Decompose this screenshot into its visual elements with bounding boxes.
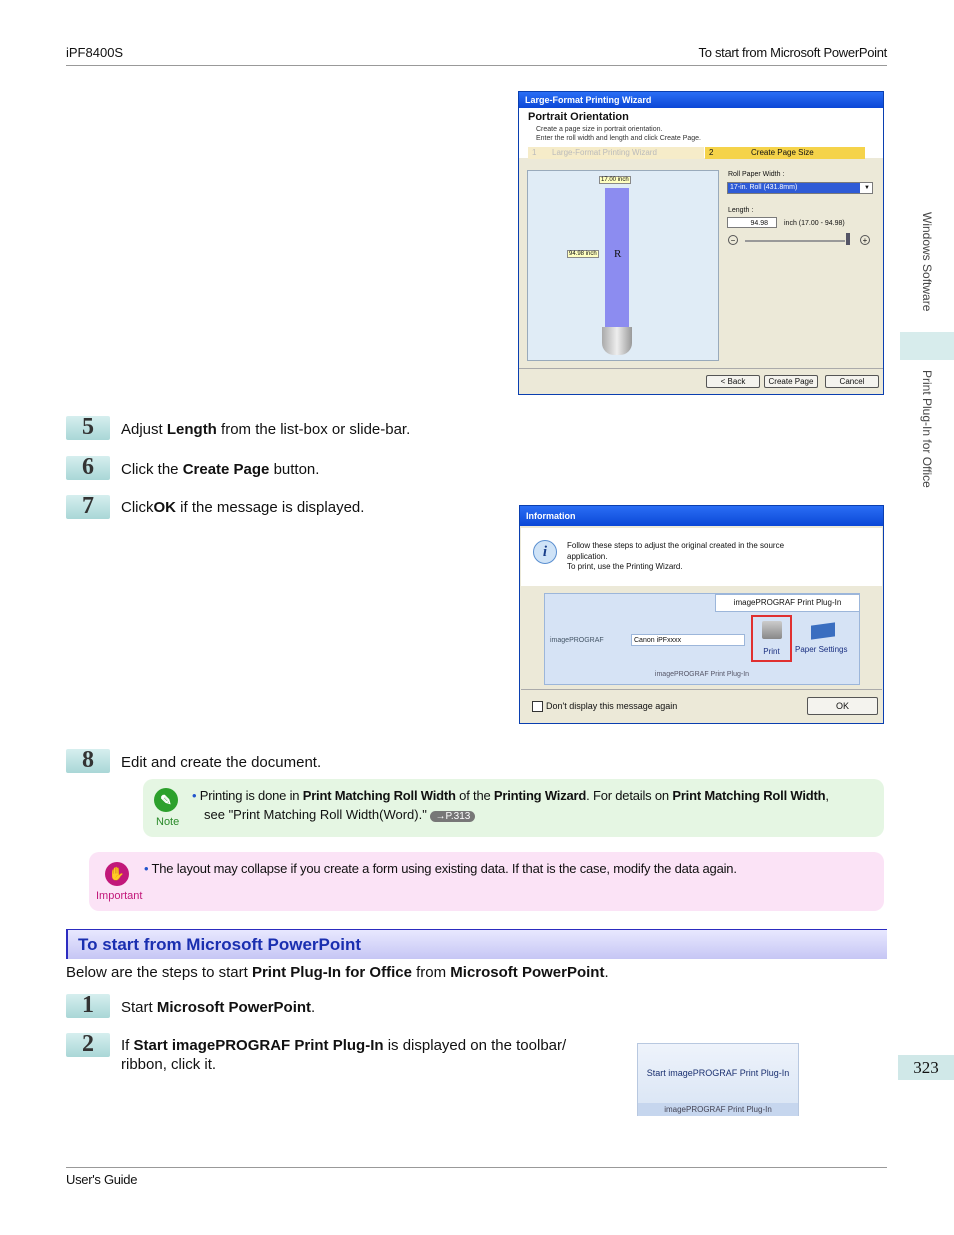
ok-button[interactable]: OK: [807, 697, 878, 715]
chevron-down-icon[interactable]: ▼: [864, 185, 870, 191]
step-2-text: If Start imagePROGRAF Print Plug-In is displayed on the toolbar/: [121, 1037, 567, 1054]
wizard-desc-2: Enter the roll width and length and click Create Page.: [536, 135, 701, 142]
side-tab-highlight: [900, 332, 954, 360]
info-message-panel: [521, 528, 882, 586]
length-label: Length :: [728, 207, 754, 214]
zoom-out-icon[interactable]: −: [728, 235, 738, 245]
footer-text: User's Guide: [66, 1172, 138, 1187]
footer-rule: [66, 1167, 887, 1168]
create-page-button[interactable]: Create Page: [764, 375, 818, 388]
wizard-desc-1: Create a page size in portrait orientation.: [536, 126, 663, 133]
note-line-1: • Printing is done in Print Matching Roll Width of the Printing Wizard. For details on Print Matching Roll Width,: [192, 788, 829, 803]
printer-select[interactable]: Canon iPFxxxx: [631, 634, 745, 646]
start-plugin-button[interactable]: Start imagePROGRAF Print Plug-In: [646, 1068, 790, 1078]
wizard-step-2: 2 Create Page Size: [705, 147, 865, 159]
step-2-text-line2: ribbon, click it.: [121, 1056, 217, 1073]
chapter-title: To start from Microsoft PowerPoint: [698, 45, 887, 60]
dont-show-label: Don't display this message again: [546, 701, 678, 711]
roll-preview: [527, 170, 719, 361]
start-plugin-ribbon: [637, 1043, 799, 1116]
width-tag: 17.00 inch: [601, 177, 629, 183]
page-number: 323: [898, 1055, 954, 1080]
note-label: Note: [156, 816, 180, 828]
length-tag: 94.98 inch: [569, 251, 597, 257]
ribbon-group-footer: imagePROGRAF Print Plug-In: [638, 1103, 798, 1116]
wizard-heading: Portrait Orientation: [528, 111, 629, 123]
length-slider-thumb[interactable]: [846, 233, 850, 245]
step-1-text: Start Microsoft PowerPoint.: [121, 999, 316, 1016]
note-box: [143, 779, 884, 837]
length-slider[interactable]: [745, 240, 845, 242]
header-rule: [66, 65, 887, 66]
wizard-dialog: [518, 91, 884, 395]
printer-icon: [762, 621, 782, 639]
info-icon: i: [533, 540, 557, 564]
dont-show-checkbox[interactable]: [532, 701, 543, 712]
step-badge-1: 1: [66, 994, 110, 1018]
step-5-text: Adjust Length from the list-box or slide-bar.: [121, 421, 411, 438]
step-badge-5: 5: [66, 416, 110, 440]
wizard-titlebar: Large-Format Printing Wizard: [519, 92, 883, 108]
step-badge-8: 8: [66, 749, 110, 773]
step-badge-2: 2: [66, 1033, 110, 1057]
step-7-text: ClickOK if the message is displayed.: [121, 499, 365, 516]
length-input[interactable]: 94.98: [727, 217, 777, 228]
info-titlebar: Information: [520, 506, 883, 526]
step-8-text: Edit and create the document.: [121, 754, 322, 771]
roll-width-select[interactable]: 17-in. Roll (431.8mm) ▼: [727, 182, 873, 194]
info-divider: [521, 689, 882, 690]
orientation-mark: R: [614, 248, 622, 260]
info-line-1: Follow these steps to adjust the original created in the source: [567, 541, 785, 550]
length-range: inch (17.00 - 94.98): [784, 220, 845, 227]
info-line-2: application.: [567, 552, 608, 561]
zoom-in-icon[interactable]: +: [860, 235, 870, 245]
pencil-icon: ✎: [154, 788, 178, 812]
roll-core-icon: [602, 327, 632, 355]
step-badge-7: 7: [66, 495, 110, 519]
paper-settings-button[interactable]: Paper Settings: [795, 645, 848, 654]
information-dialog: [519, 505, 884, 724]
step-badge-6: 6: [66, 456, 110, 480]
section-intro: Below are the steps to start Print Plug-In for Office from Microsoft PowerPoint.: [66, 964, 609, 981]
roll-width-label: Roll Paper Width :: [728, 171, 785, 178]
ribbon-preview: [544, 593, 860, 685]
page-ref-link[interactable]: →P.313: [430, 811, 475, 822]
info-line-3: To print, use the Printing Wizard.: [567, 562, 683, 571]
product-name: iPF8400S: [66, 45, 124, 60]
note-line-2: see "Print Matching Roll Width(Word)." →P.313: [204, 807, 475, 822]
cancel-button[interactable]: Cancel: [825, 375, 879, 388]
side-tab-print-plugin[interactable]: Print Plug-In for Office: [920, 370, 934, 488]
wizard-divider: [519, 368, 883, 369]
section-heading: To start from Microsoft PowerPoint: [66, 929, 887, 959]
important-label: Important: [96, 890, 143, 902]
wizard-step-1: 1 Large-Format Printing Wizard: [528, 147, 704, 159]
hand-stop-icon: ✋: [105, 862, 129, 886]
ribbon-group-label: imagePROGRAF: [550, 637, 604, 644]
back-button[interactable]: < Back: [706, 375, 760, 388]
wizard-header-panel: [519, 108, 883, 158]
important-box: [89, 852, 884, 911]
important-text: • The layout may collapse if you create a form using existing data. If that is the case, modify the data again.: [144, 861, 737, 876]
side-tab-windows-software[interactable]: Windows Software: [920, 212, 934, 312]
ribbon-tab[interactable]: imagePROGRAF Print Plug-In: [715, 594, 860, 612]
step-6-text: Click the Create Page button.: [121, 461, 320, 478]
ribbon-footer: imagePROGRAF Print Plug-In: [654, 671, 750, 678]
print-button[interactable]: Print: [751, 615, 792, 662]
paper-settings-icon: [811, 622, 835, 639]
